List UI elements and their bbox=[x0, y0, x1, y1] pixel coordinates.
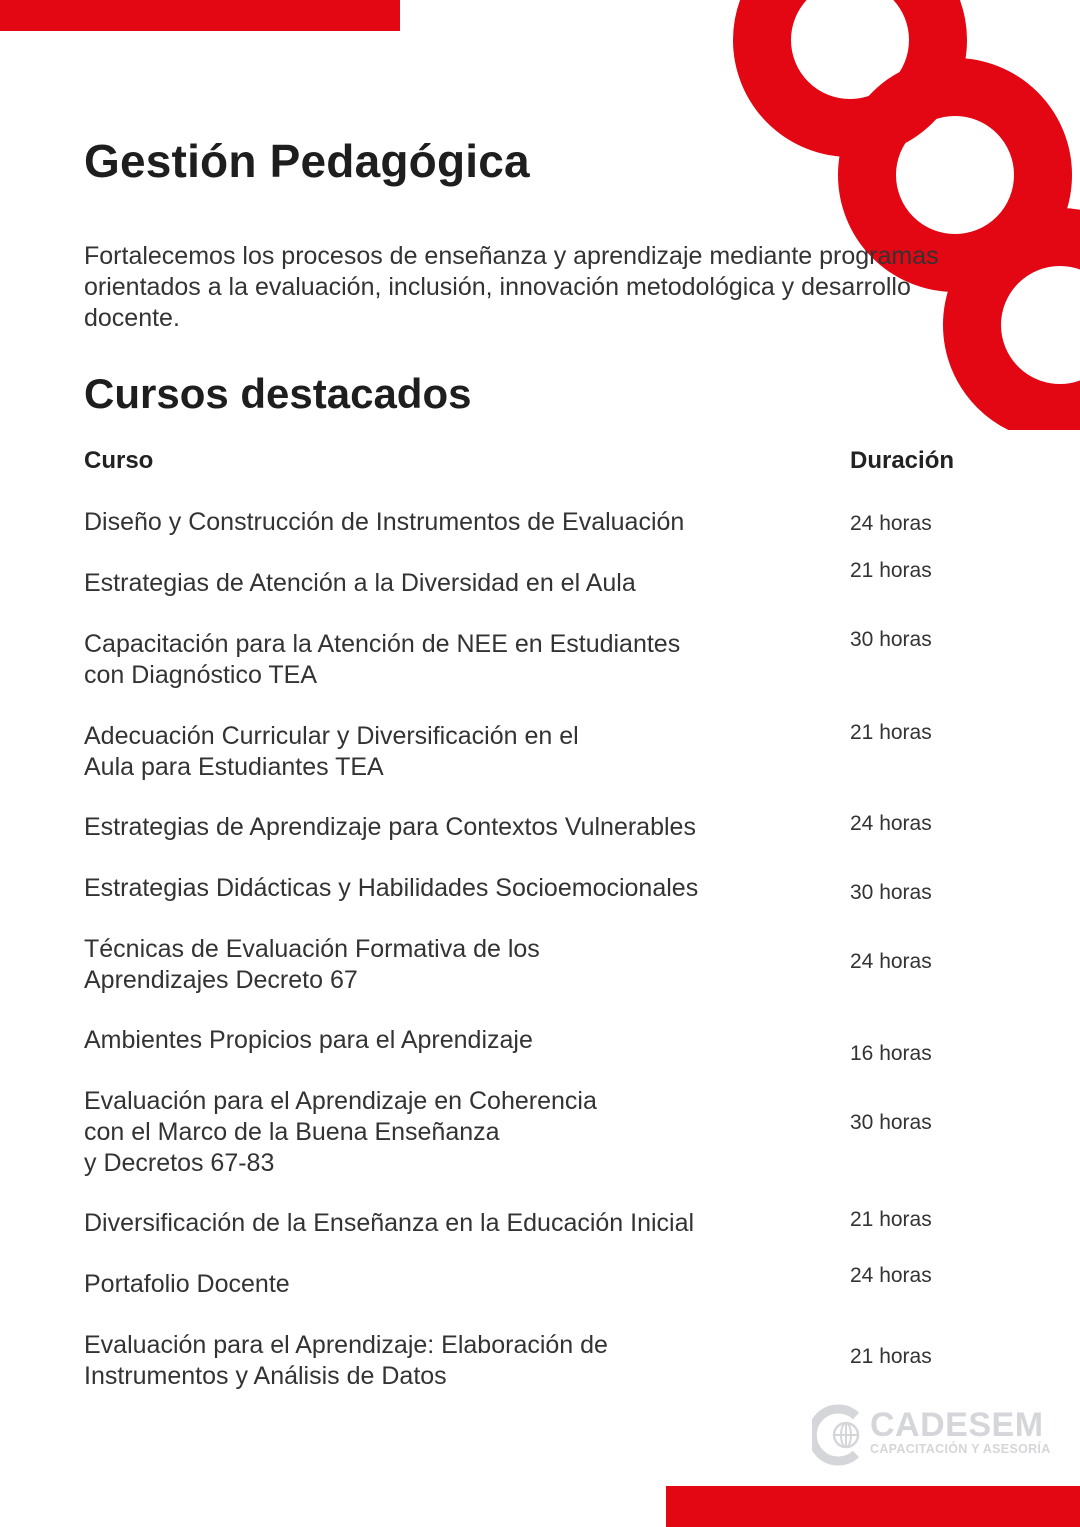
course-name: Diseño y Construcción de Instrumentos de Evaluación bbox=[84, 508, 685, 536]
course-name: Portafolio Docente bbox=[84, 1270, 290, 1298]
course-duration: 21 horas bbox=[850, 1345, 932, 1368]
course-duration: 21 horas bbox=[850, 721, 932, 744]
course-duration: 16 horas bbox=[850, 1042, 932, 1065]
column-header-course: Curso bbox=[84, 447, 154, 474]
globe-icon bbox=[812, 1402, 872, 1468]
course-duration: 24 horas bbox=[850, 812, 932, 835]
course-duration: 24 horas bbox=[850, 512, 932, 535]
bottom-accent-bar bbox=[666, 1486, 1080, 1527]
course-name: Estrategias de Aprendizaje para Contextos Vulnerables bbox=[84, 813, 696, 841]
course-name: Adecuación Curricular y Diversificación en el Aula para Estudiantes TEA bbox=[84, 722, 579, 781]
intro-paragraph: Fortalecemos los procesos de enseñanza y aprendizaje mediante programas orientados a la evaluación, inclusión, innovación metodológica y desarrollo docente. bbox=[84, 242, 939, 332]
course-duration: 30 horas bbox=[850, 1111, 932, 1134]
course-duration: 30 horas bbox=[850, 628, 932, 651]
course-duration: 24 horas bbox=[850, 950, 932, 973]
course-name: Diversificación de la Enseñanza en la Educación Inicial bbox=[84, 1209, 695, 1237]
logo-name: CADESEM bbox=[870, 1406, 1044, 1444]
course-duration: 21 horas bbox=[850, 1208, 932, 1231]
logo-tagline: CAPACITACIÓN Y ASESORÍA bbox=[870, 1442, 1051, 1456]
course-name: Estrategias Didácticas y Habilidades Socioemocionales bbox=[84, 874, 699, 902]
page-title: Gestión Pedagógica bbox=[84, 135, 530, 187]
cadesem-logo bbox=[812, 1402, 1052, 1468]
column-header-duration: Duración bbox=[850, 447, 955, 474]
decorative-swirl-graphic bbox=[700, 0, 1080, 430]
top-accent-bar bbox=[0, 0, 400, 31]
course-duration: 21 horas bbox=[850, 559, 932, 582]
course-duration: 30 horas bbox=[850, 881, 932, 904]
course-name: Técnicas de Evaluación Formativa de los Aprendizajes Decreto 67 bbox=[84, 935, 540, 994]
course-name: Estrategias de Atención a la Diversidad en el Aula bbox=[84, 569, 636, 597]
course-duration: 24 horas bbox=[850, 1264, 932, 1287]
courses-heading: Cursos destacados bbox=[84, 370, 472, 417]
course-name: Ambientes Propicios para el Aprendizaje bbox=[84, 1026, 533, 1054]
course-name: Evaluación para el Aprendizaje en Coherencia con el Marco de la Buena Enseñanza y Decretos 67-83 bbox=[84, 1087, 597, 1177]
course-name: Capacitación para la Atención de NEE en Estudiantes con Diagnóstico TEA bbox=[84, 630, 681, 689]
course-name: Evaluación para el Aprendizaje: Elaboración de Instrumentos y Análisis de Datos bbox=[84, 1331, 608, 1390]
